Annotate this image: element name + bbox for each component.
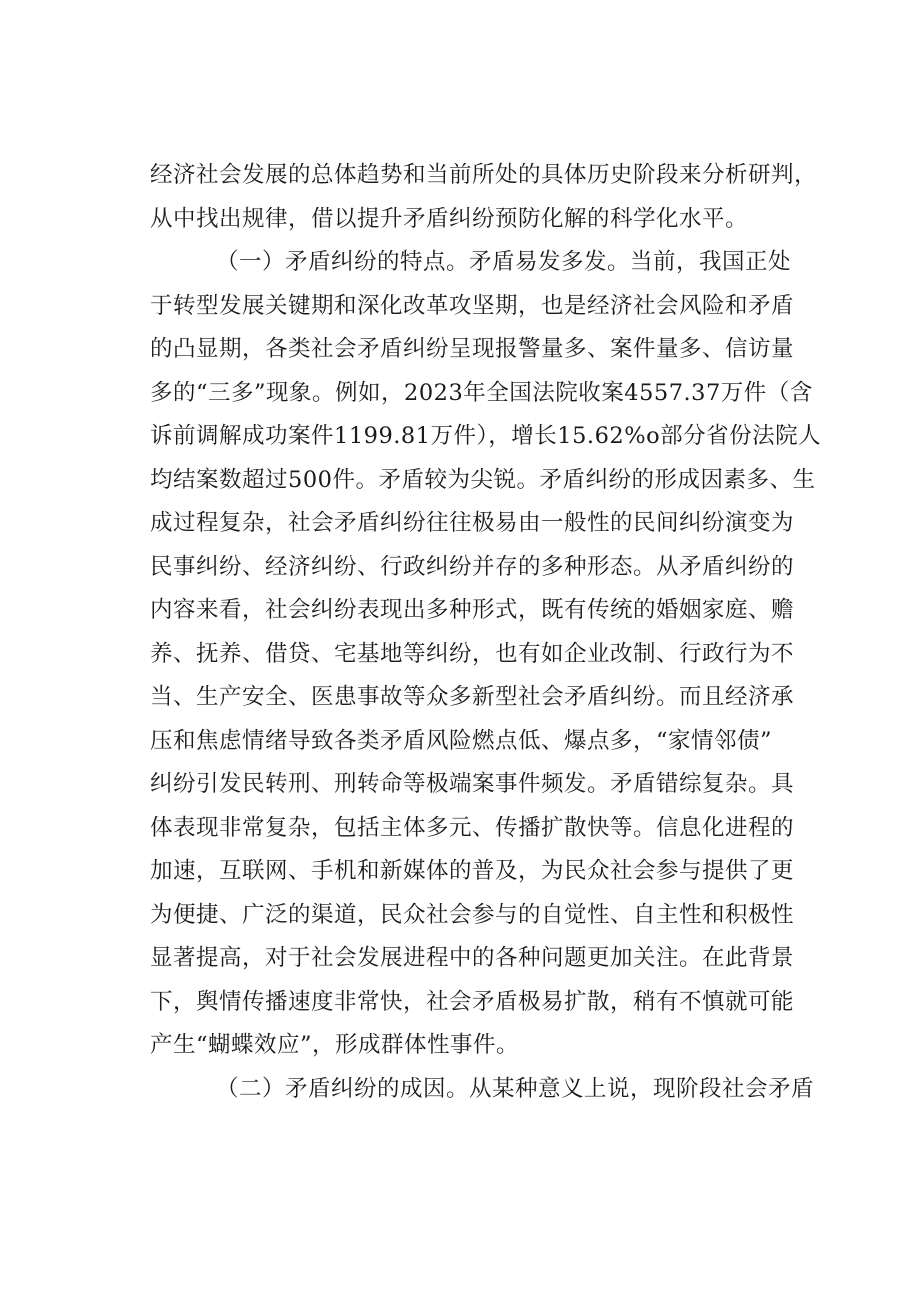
text-line: 经济社会发展的总体趋势和当前所处的具体历史阶段来分析研判， xyxy=(150,162,818,188)
text-line: 于转型发展关键期和深化改革攻坚期，也是经济社会风险和矛盾 xyxy=(150,292,795,319)
text-line: 诉前调解成功案件1199.81万件），增长15.62%o部分省份法院人 xyxy=(150,423,822,449)
text-line: 压和焦虑情绪导致各类矛盾风险燃点低、爆点多，“家情邻债” xyxy=(150,727,773,754)
text-line: 多的“三多”现象。例如，2023年全国法院收案4557.37万件（含 xyxy=(150,379,813,406)
text-line: 均结案数超过500件。矛盾较为尖锐。矛盾纠纷的形成因素多、生 xyxy=(150,466,816,493)
body-text xyxy=(150,154,822,1111)
text-line: 为便捷、广泛的渠道，民众社会参与的自觉性、自主性和积极性 xyxy=(150,901,795,928)
text-line: 下，舆情传播速度非常快，社会矛盾极易扩散，稍有不慎就可能 xyxy=(150,988,795,1015)
text-line: 加速，互联网、手机和新媒体的普及，为民众社会参与提供了更 xyxy=(150,858,795,884)
text-line: 产生“蝴蝶效应”，形成群体性事件。 xyxy=(150,1032,520,1058)
text-line: 民事纠纷、经济纠纷、行政纠纷并存的多种形态。从矛盾纠纷的 xyxy=(150,553,795,580)
section-heading-line: （二）矛盾纠纷的成因。从某种意义上说，现阶段社会矛盾 xyxy=(216,1075,815,1102)
text-line: 显著提高，对于社会发展进程中的各种问题更加关注。在此背景 xyxy=(150,945,795,971)
section-heading-line: （一）矛盾纠纷的特点。矛盾易发多发。当前，我国正处 xyxy=(216,249,792,275)
text-line: 从中找出规律，借以提升矛盾纠纷预防化解的科学化水平。 xyxy=(150,205,749,232)
text-line: 内容来看，社会纠纷表现出多种形式，既有传统的婚姻家庭、赡 xyxy=(150,597,795,623)
text-line: 纠纷引发民转刑、刑转命等极端案事件频发。矛盾错综复杂。具 xyxy=(150,771,795,797)
text-line: 当、生产安全、医患事故等众多新型社会矛盾纠纷。而且经济承 xyxy=(150,684,795,710)
text-line: 的凸显期，各类社会矛盾纠纷呈现报警量多、案件量多、信访量 xyxy=(150,336,795,362)
text-line: 体表现非常复杂，包括主体多元、传播扩散快等。信息化进程的 xyxy=(150,814,795,841)
text-line: 养、抚养、借贷、宅基地等纠纷，也有如企业改制、行政行为不 xyxy=(150,640,795,667)
text-line: 成过程复杂，社会矛盾纠纷往往极易由一般性的民间纠纷演变为 xyxy=(150,510,795,536)
